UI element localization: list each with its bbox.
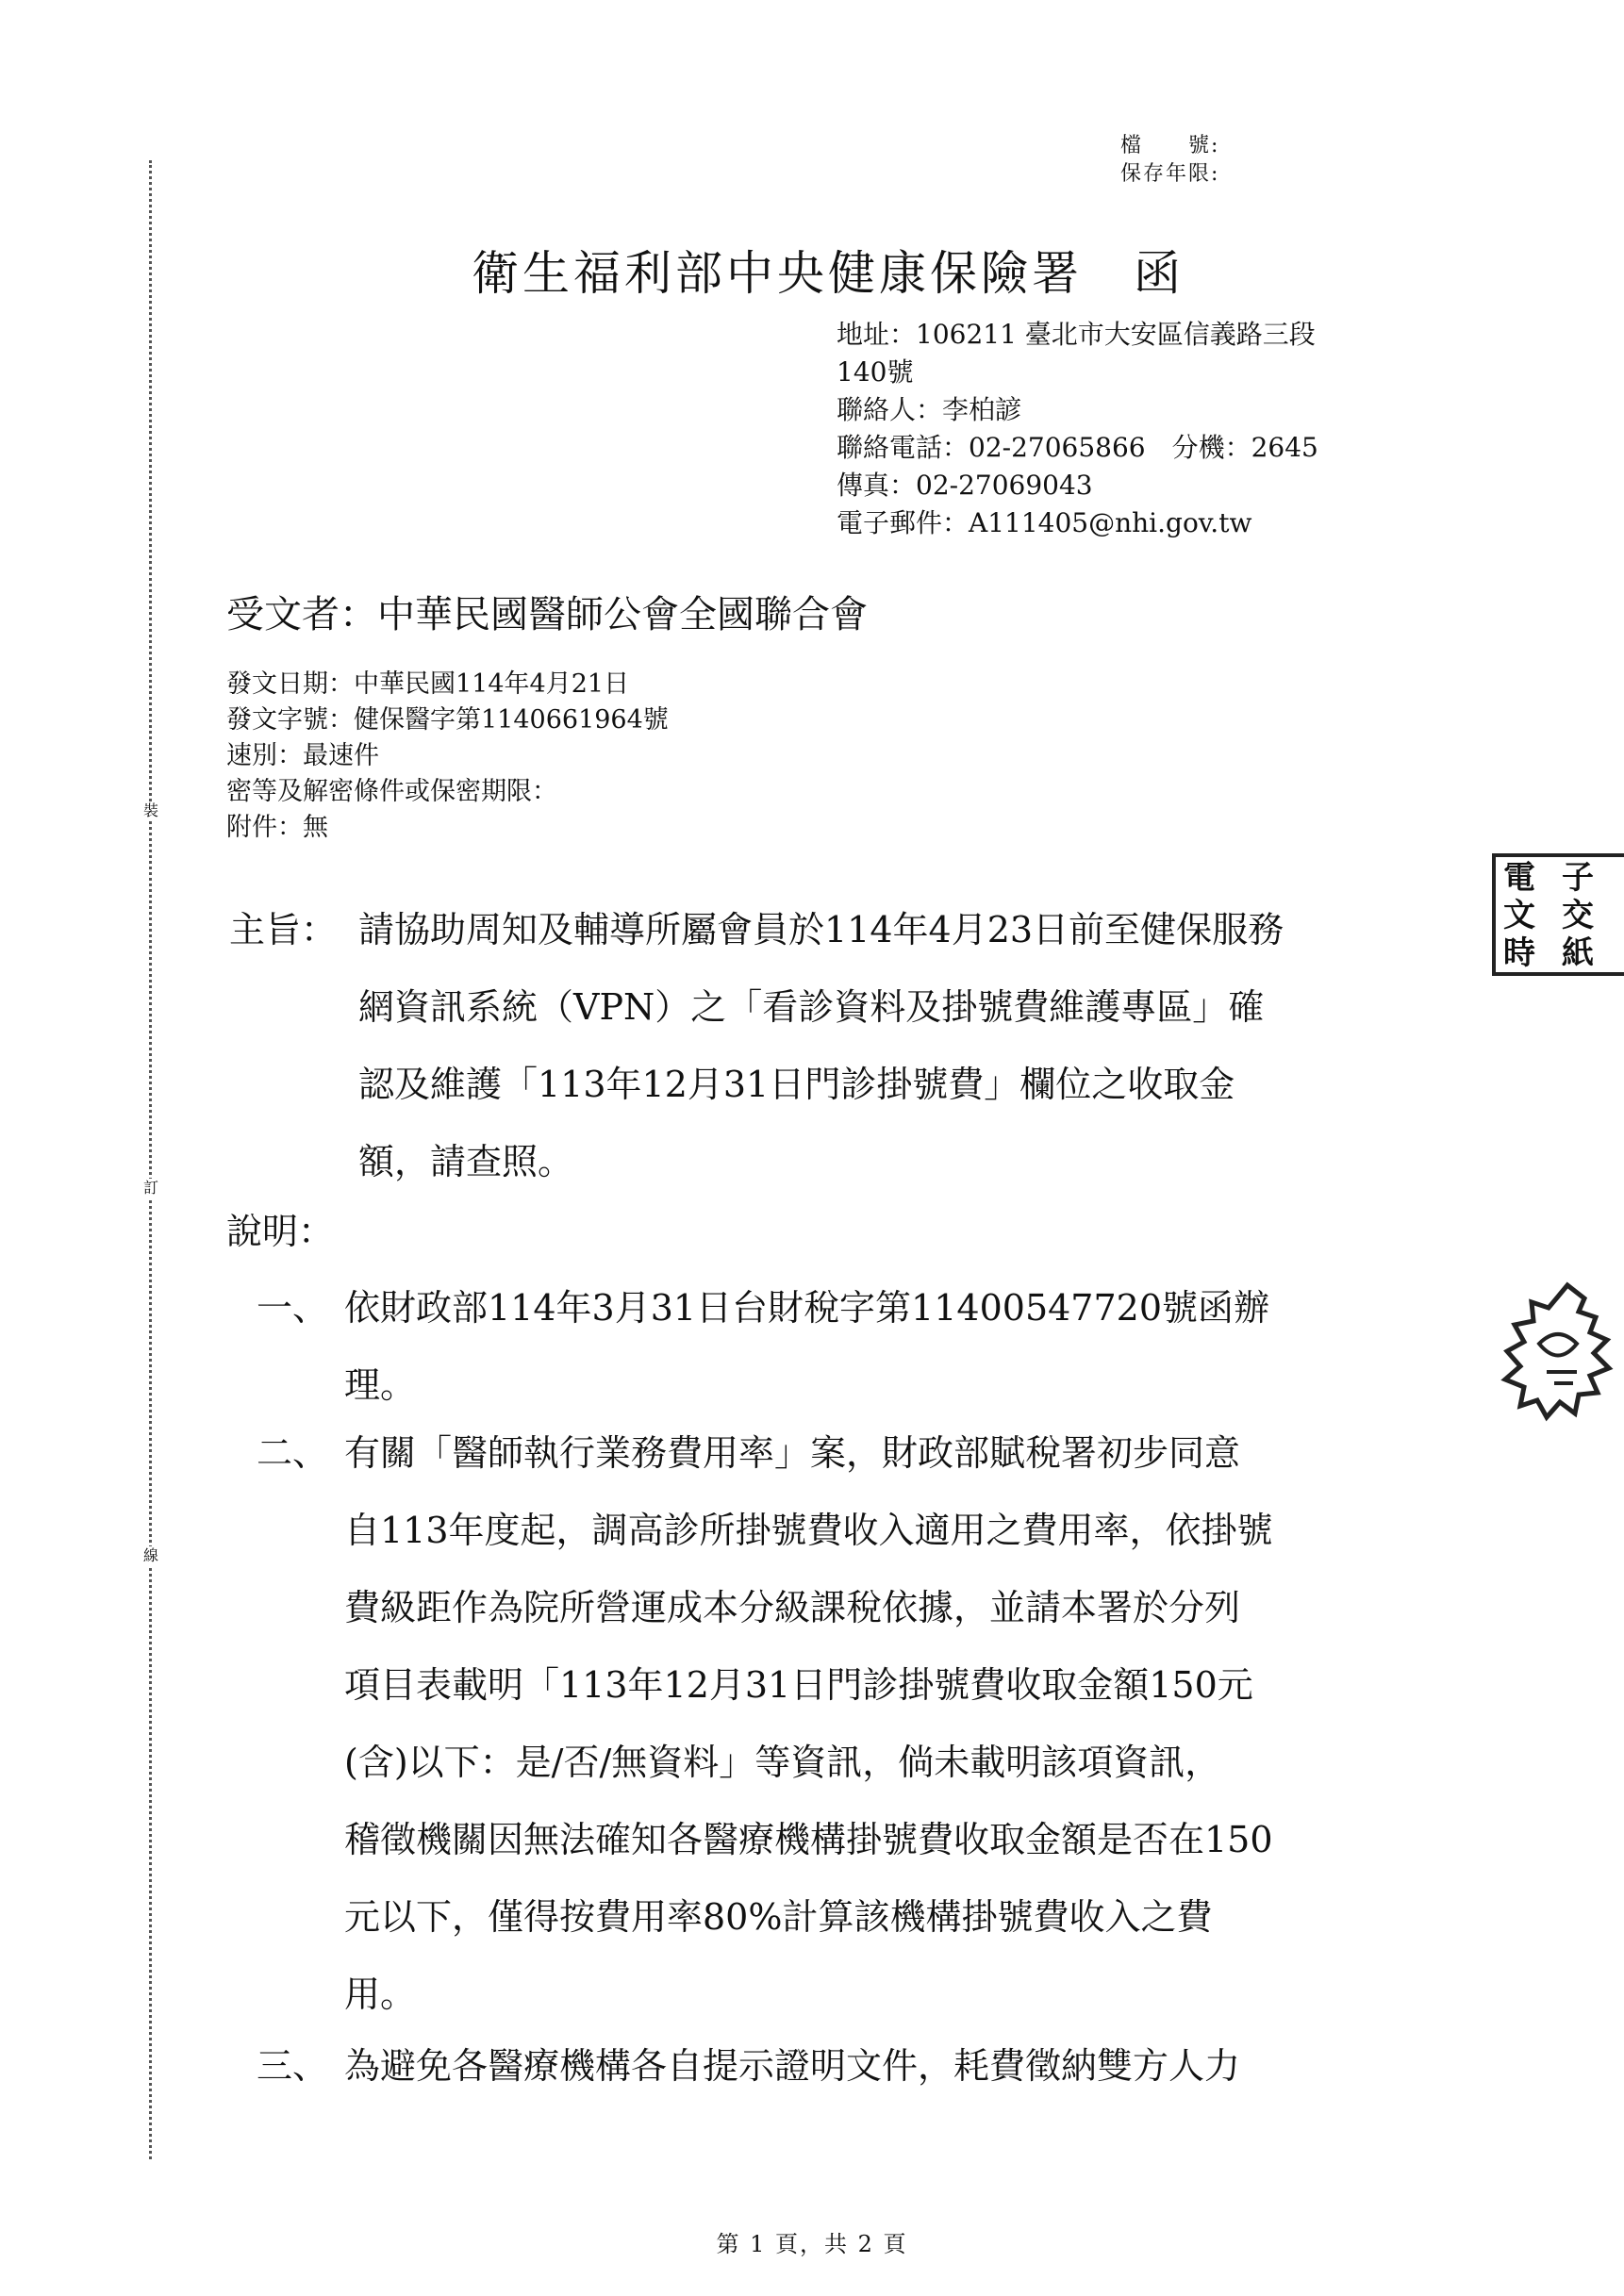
explanation-item: [344, 2027, 1240, 2105]
secrecy-level: 密等及解密條件或保密期限：: [226, 777, 557, 806]
binding-mark: 裝: [142, 801, 158, 819]
item-line: 自113年度起，調高診所掛號費收入適用之費用率，依掛號: [344, 1510, 1273, 1551]
attachment: 附件：無: [226, 813, 328, 842]
binding-dotted-line: [149, 160, 152, 2159]
item-line: 為避免各醫療機構各自提示證明文件，耗費徵納雙方人力: [344, 2045, 1241, 2087]
subject-line: 請協助周知及輔導所屬會員於114年4月23日前至健保服務: [358, 909, 1284, 950]
file-no-label: 檔 號:: [1120, 134, 1220, 157]
item-line: 稽徵機關因無法確知各醫療機構掛號費收取金額是否在150: [344, 1819, 1273, 1860]
item-line: 元以下，僅得按費用率80%計算該機構掛號費收入之費: [344, 1896, 1213, 1938]
explanation-item: [344, 1414, 1273, 2033]
document-title: 衛生福利部中央健康保險署 函: [472, 246, 1185, 301]
stamp-char: 子: [1562, 859, 1594, 897]
contact-fax: 傳真：02-27069043: [837, 470, 1093, 501]
item-line: 費級距作為院所營運成本分級課稅依據，並請本署於分列: [344, 1587, 1241, 1628]
file-info: [1120, 132, 1219, 189]
subject-line: 網資訊系統（VPN）之「看診資料及掛號費維護專區」確: [358, 986, 1265, 1028]
binding-mark: 訂: [142, 1179, 158, 1197]
contact-person: 聯絡人：李柏諺: [837, 394, 1022, 425]
item-line: 理。: [344, 1364, 417, 1406]
contact-email: 電子郵件：A111405@nhi.gov.tw: [837, 507, 1252, 538]
binding-mark: 線: [142, 1546, 158, 1564]
subject-label: 主旨：: [229, 909, 338, 950]
item-line: (含)以下：是/否/無資料」等資訊，倘未載明該項資訊，: [344, 1742, 1221, 1783]
item-marker: 三、: [257, 2045, 329, 2087]
item-marker: 二、: [257, 1432, 329, 1474]
delivery-speed: 速別：最速件: [226, 741, 379, 770]
page-footer: 第 1 頁，共 2 頁: [716, 2231, 908, 2257]
item-line: 依財政部114年3月31日台財稅字第11400547720號函辦: [344, 1287, 1270, 1329]
contact-phone: 聯絡電話：02-27065866 分機：2645: [837, 432, 1318, 463]
issue-date: 發文日期：中華民國114年4月21日: [226, 669, 630, 699]
stamp-char: 電: [1503, 859, 1535, 897]
item-line: 有關「醫師執行業務費用率」案，財政部賦稅署初步同意: [344, 1432, 1241, 1474]
document-number: 發文字號：健保醫字第1140661964號: [226, 705, 669, 735]
item-line: 用。: [344, 1974, 417, 2015]
subject-line: 額，請查照。: [358, 1141, 574, 1182]
subject-line: 認及維護「113年12月31日門診掛號費」欄位之收取金: [358, 1064, 1235, 1105]
stamp-char: 文: [1503, 897, 1535, 934]
address-line: 地址：106211 臺北市大安區信義路三段: [837, 319, 1316, 350]
seal-mark: [1492, 1278, 1624, 1429]
explanation-label: 說明：: [226, 1211, 335, 1252]
item-marker: 一、: [257, 1287, 329, 1329]
recipient: 受文者：中華民國醫師公會全國聯合會: [226, 593, 868, 636]
subject-text: [358, 891, 1284, 1200]
electronic-document-stamp: [1492, 853, 1624, 976]
stamp-char: 紙: [1562, 934, 1594, 972]
item-line: 項目表載明「113年12月31日門診掛號費收取金額150元: [344, 1664, 1253, 1706]
contact-block: [837, 316, 1318, 542]
retention-label: 保存年限:: [1120, 162, 1220, 186]
stamp-char: 時: [1503, 934, 1535, 972]
stamp-char: 交: [1562, 897, 1594, 934]
explanation-item: [344, 1269, 1269, 1424]
document-meta: [226, 667, 669, 846]
address-line: 140號: [837, 356, 914, 388]
